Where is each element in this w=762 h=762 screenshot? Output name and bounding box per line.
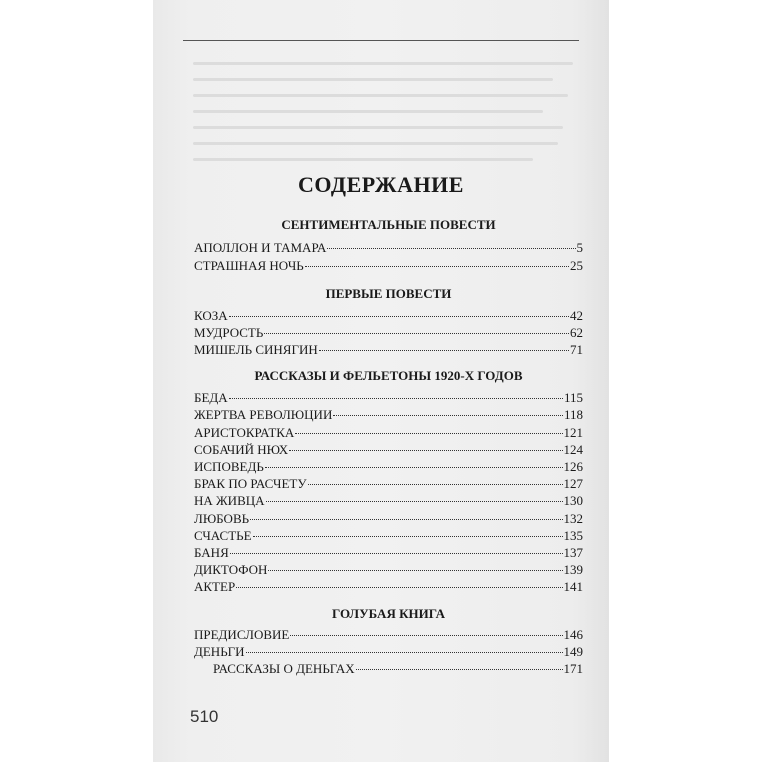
toc-entry — [194, 308, 583, 324]
toc-entry — [194, 325, 583, 341]
toc-entry — [194, 528, 583, 544]
toc-entry-title: НА ЖИВЦА — [194, 493, 265, 508]
toc-entry-title: ПРЕДИСЛОВИЕ — [194, 627, 290, 642]
toc-entry-page: 118 — [563, 407, 583, 422]
dot-leader — [308, 483, 563, 485]
dot-leader — [236, 586, 562, 588]
toc-entry — [194, 342, 583, 358]
toc-entry-page: 71 — [570, 342, 583, 357]
bleed-through-line — [193, 94, 568, 97]
toc-entry-title: РАССКАЗЫ О ДЕНЬГАХ — [213, 661, 355, 676]
bleed-through-line — [193, 126, 563, 129]
toc-entry-title: ЛЮБОВЬ — [194, 511, 250, 526]
toc-entry — [194, 442, 583, 458]
section-heading: СЕНТИМЕНТАЛЬНЫЕ ПОВЕСТИ — [281, 217, 496, 232]
toc-entry-page: 25 — [570, 258, 583, 273]
dot-leader — [295, 432, 562, 434]
section-heading: РАССКАЗЫ И ФЕЛЬЕТОНЫ 1920-Х ГОДОВ — [254, 368, 523, 383]
toc-entry — [194, 258, 583, 274]
toc-entry-page: 121 — [563, 425, 583, 440]
toc-entry — [194, 644, 583, 660]
toc-entry-page: 146 — [563, 627, 583, 642]
dot-leader — [268, 569, 562, 571]
toc-entry-page: 137 — [563, 545, 583, 560]
bleed-through-line — [193, 158, 533, 161]
bleed-through-line — [193, 78, 553, 81]
toc-entry-title: БЕДА — [194, 390, 228, 405]
toc-entry-title: ИСПОВЕДЬ — [194, 459, 264, 474]
dot-leader — [250, 518, 562, 520]
toc-entry-title: МИШЕЛЬ СИНЯГИН — [194, 342, 318, 357]
toc-entry-page: 126 — [563, 459, 583, 474]
dot-leader — [253, 535, 563, 537]
section-heading: ГОЛУБАЯ КНИГА — [332, 606, 445, 621]
dot-leader — [246, 651, 563, 653]
toc-entry — [194, 579, 583, 595]
toc-entry — [194, 627, 583, 643]
toc-entry-page: 42 — [570, 308, 583, 323]
toc-entry — [194, 493, 583, 509]
toc-entry-page: 124 — [563, 442, 583, 457]
dot-leader — [289, 449, 562, 451]
dot-leader — [264, 332, 569, 334]
toc-entry-title: БАНЯ — [194, 545, 229, 560]
toc-entry-page: 130 — [563, 493, 583, 508]
bleed-through-line — [193, 110, 543, 113]
page-title: СОДЕРЖАНИЕ — [298, 172, 464, 197]
dot-leader — [356, 668, 563, 670]
toc-entry-page: 127 — [563, 476, 583, 491]
toc-entry-page: 139 — [563, 562, 583, 577]
toc-entry-page: 5 — [576, 240, 583, 255]
dot-leader — [229, 397, 563, 399]
dot-leader — [230, 552, 563, 554]
toc-entry-page: 171 — [563, 661, 583, 676]
toc-entry-title: МУДРОСТЬ — [194, 325, 264, 340]
dot-leader — [265, 466, 563, 468]
toc-entry — [194, 511, 583, 527]
toc-entry — [194, 425, 583, 441]
dot-leader — [305, 265, 569, 267]
toc-entry-title: СТРАШНАЯ НОЧЬ — [194, 258, 304, 273]
dot-leader — [319, 349, 569, 351]
toc-entry-title: АПОЛЛОН И ТАМАРА — [194, 240, 327, 255]
toc-entry-title: КОЗА — [194, 308, 228, 323]
toc-entry — [194, 459, 583, 475]
toc-entry-title: ДЕНЬГИ — [194, 644, 245, 659]
toc-entry-page: 62 — [570, 325, 583, 340]
dot-leader — [327, 247, 575, 249]
toc-entry-title: ДИКТОФОН — [194, 562, 268, 577]
toc-entry-page: 132 — [563, 511, 583, 526]
toc-entry-page: 115 — [563, 390, 583, 405]
dot-leader — [333, 414, 563, 416]
dot-leader — [229, 315, 569, 317]
toc-entry-title: АКТЕР — [194, 579, 236, 594]
header-rule — [183, 40, 579, 41]
toc-entry — [194, 661, 583, 677]
toc-entry — [194, 545, 583, 561]
toc-entry — [194, 390, 583, 406]
toc-entry — [194, 476, 583, 492]
section-heading: ПЕРВЫЕ ПОВЕСТИ — [325, 286, 452, 301]
toc-entry — [194, 562, 583, 578]
bleed-through-line — [193, 142, 558, 145]
bleed-through-line — [193, 62, 573, 65]
toc-entry-title: СЧАСТЬЕ — [194, 528, 252, 543]
toc-entry-page: 141 — [563, 579, 583, 594]
toc-entry-title: ЖЕРТВА РЕВОЛЮЦИИ — [194, 407, 333, 422]
toc-entry — [194, 407, 583, 423]
dot-leader — [266, 500, 563, 502]
toc-entry-page: 149 — [563, 644, 583, 659]
toc-entry-title: СОБАЧИЙ НЮХ — [194, 442, 289, 457]
page-number: 510 — [190, 707, 219, 726]
toc-entry — [194, 240, 583, 256]
book-page — [153, 0, 609, 762]
dot-leader — [290, 634, 562, 636]
toc-entry-page: 135 — [563, 528, 583, 543]
toc-entry-title: АРИСТОКРАТКА — [194, 425, 295, 440]
toc-entry-title: БРАК ПО РАСЧЕТУ — [194, 476, 307, 491]
